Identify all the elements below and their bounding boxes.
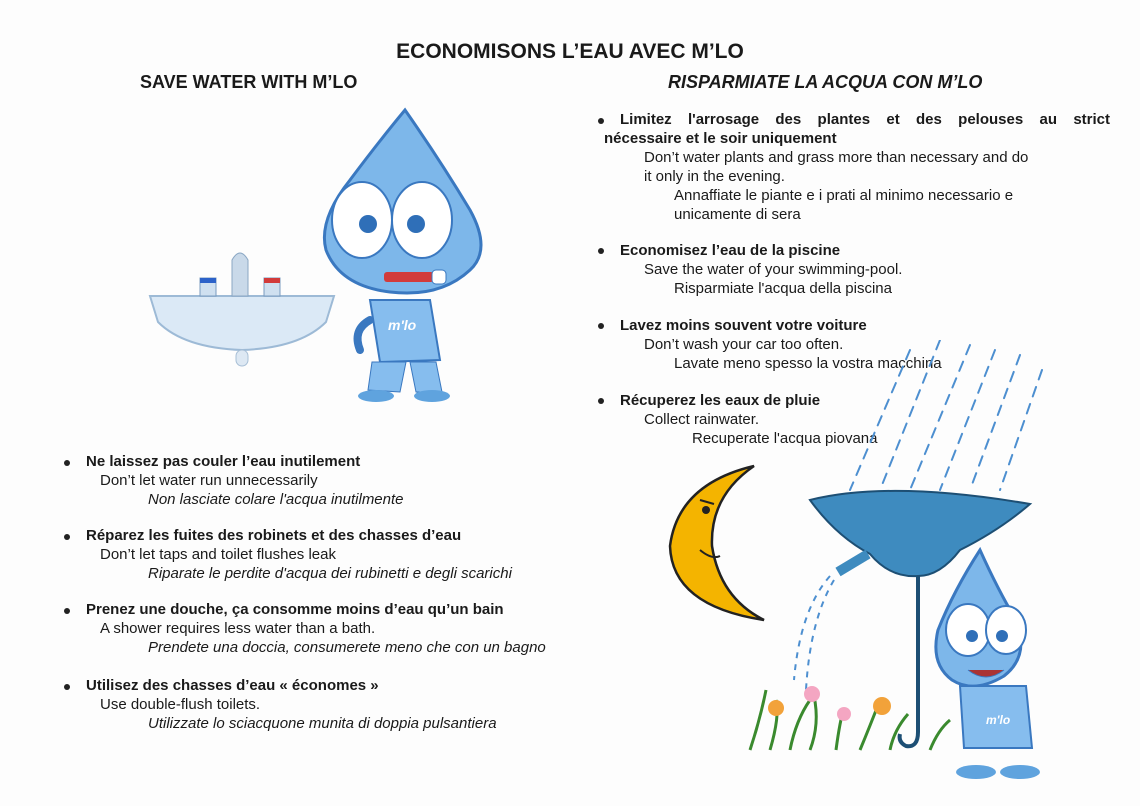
tip-it: Non lasciate colare l'acqua inutilmente bbox=[148, 491, 404, 508]
tip-fr: Récuperez les eaux de pluie bbox=[620, 392, 821, 409]
tip-leaks bbox=[86, 526, 512, 583]
tip-it: Riparate le perdite d'acqua dei rubinetti e degli scarichi bbox=[148, 565, 512, 582]
tip-en: A shower requires less water than a bath. bbox=[100, 620, 376, 637]
tip-it: Lavate meno spesso la vostra macchina bbox=[674, 355, 942, 372]
tip-en: it only in the evening. bbox=[644, 168, 785, 185]
tip-shower bbox=[86, 600, 546, 657]
tip-it: unicamente di sera bbox=[674, 206, 801, 223]
tip-fr: Utilisez des chasses d’eau « économes » bbox=[86, 677, 379, 694]
tip-fr: Ne laissez pas couler l’eau inutilement bbox=[86, 453, 361, 470]
tip-fr: Réparez les fuites des robinets et des chasses d’eau bbox=[86, 527, 462, 544]
flower-icon bbox=[873, 697, 891, 715]
bullet bbox=[598, 323, 604, 329]
umbrella-mascot-illustration bbox=[740, 480, 1040, 790]
tip-watering bbox=[604, 110, 1110, 224]
tip-fr: Limitez l'arrosage des plantes et des pelouses au strict bbox=[620, 111, 1110, 128]
flower-icon bbox=[804, 686, 820, 702]
mascot-logo: m'lo bbox=[388, 317, 417, 333]
rain-illustration bbox=[830, 340, 1050, 500]
mascot-drop-brushing bbox=[324, 110, 481, 402]
mascot-logo: m'lo bbox=[986, 713, 1011, 727]
tip-double-flush bbox=[86, 676, 497, 733]
tip-en: Don’t wash your car too often. bbox=[644, 336, 844, 353]
tip-fr: nécessaire et le soir uniquement bbox=[604, 130, 837, 147]
tip-en: Collect rainwater. bbox=[644, 411, 760, 428]
tip-it: Utilizzate lo sciacquone munita di doppia pulsantiera bbox=[148, 715, 497, 732]
tip-it: Recuperate l'acqua piovana bbox=[692, 430, 878, 447]
bullet bbox=[598, 398, 604, 404]
tip-fr: Economisez l’eau de la piscine bbox=[620, 242, 841, 259]
flower-icon bbox=[768, 700, 784, 716]
bullet bbox=[64, 534, 70, 540]
sink-icon bbox=[150, 253, 334, 366]
tip-fr: Lavez moins souvent votre voiture bbox=[620, 317, 867, 334]
tip-fr: Prenez une douche, ça consomme moins d’eau qu’un bain bbox=[86, 601, 504, 618]
tip-it: Prendete una doccia, consumerete meno che con un bagno bbox=[148, 639, 546, 656]
bullet bbox=[598, 248, 604, 254]
page-title-en: SAVE WATER WITH M’LO bbox=[140, 72, 358, 92]
tip-en: Don’t water plants and grass more than necessary and do bbox=[644, 149, 1029, 166]
bullet bbox=[64, 608, 70, 614]
tip-en: Save the water of your swimming-pool. bbox=[644, 261, 903, 278]
flower-icon bbox=[837, 707, 851, 721]
page-title-fr: ECONOMISONS L’EAU AVEC M’LO bbox=[396, 40, 744, 63]
tip-en: Don’t let water run unnecessarily bbox=[100, 472, 318, 489]
tip-pool bbox=[620, 241, 902, 298]
mascot-sink-illustration bbox=[140, 100, 500, 420]
tip-running-water bbox=[86, 452, 404, 509]
tip-it: Annaffiate le piante e i prati al minimo necessario e bbox=[674, 187, 1014, 204]
bullet bbox=[64, 684, 70, 690]
bullet bbox=[64, 460, 70, 466]
tip-en: Don’t let taps and toilet flushes leak bbox=[100, 546, 336, 563]
tip-en: Use double-flush toilets. bbox=[100, 696, 261, 713]
tip-it: Risparmiate l'acqua della piscina bbox=[674, 280, 892, 297]
page-title-it: RISPARMIATE LA ACQUA CON M’LO bbox=[668, 72, 983, 92]
